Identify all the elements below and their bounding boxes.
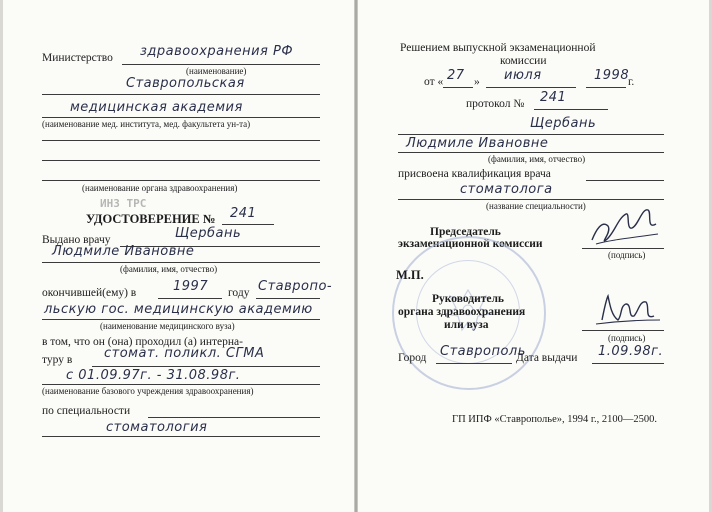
blank-line-3 bbox=[42, 180, 320, 181]
certificate-number: 241 bbox=[230, 206, 257, 221]
fio-caption-right: (фамилия, имя, отчество) bbox=[488, 154, 586, 164]
internship-text-2: туру в bbox=[42, 354, 73, 366]
names-underline bbox=[42, 262, 320, 263]
ministry-value: здравоохранения РФ bbox=[140, 44, 294, 59]
internship-period: с 01.09.97г. - 31.08.98г. bbox=[66, 368, 241, 383]
issue-date-underline bbox=[592, 363, 664, 364]
internship-underline-2 bbox=[42, 384, 320, 385]
internship-place: стомат. поликл. СГМА bbox=[104, 346, 265, 361]
date-month: июля bbox=[504, 68, 542, 83]
institution-line-2: медицинская академия bbox=[70, 100, 243, 115]
issue-date: 1.09.98г. bbox=[598, 344, 664, 359]
day-underline bbox=[443, 87, 473, 88]
org-caption: (наименование органа здравоохранения) bbox=[82, 183, 238, 193]
month-underline bbox=[486, 87, 576, 88]
mp-label: М.П. bbox=[396, 268, 424, 282]
date-from: от « bbox=[424, 76, 444, 88]
given-names-left: Людмиле Ивановне bbox=[52, 244, 195, 259]
school-underline-1 bbox=[256, 298, 320, 299]
fio-caption-left: (фамилия, имя, отчество) bbox=[120, 264, 218, 274]
institution-line-1: Ставропольская bbox=[126, 76, 245, 91]
issued-label: Выдано врачу bbox=[42, 234, 111, 246]
school-underline-2 bbox=[42, 319, 320, 320]
protocol-label: протокол № bbox=[466, 98, 525, 110]
name-caption: (наименование) bbox=[186, 66, 247, 76]
protocol-underline bbox=[534, 109, 608, 110]
graduated-label: окончившей(ему) в bbox=[42, 287, 137, 299]
institution-caption: (наименование мед. института, мед. факультета ун-та) bbox=[42, 119, 251, 129]
year-label: году bbox=[228, 287, 250, 299]
base-caption: (наименование базового учреждения здравоохранения) bbox=[42, 386, 254, 396]
given-names-right: Людмиле Ивановне bbox=[406, 136, 549, 151]
chair-signature bbox=[586, 200, 662, 252]
decision-line-1: Решением выпускной экзаменационной bbox=[400, 42, 596, 54]
date-suffix: г. bbox=[628, 76, 635, 88]
left-edge bbox=[0, 0, 3, 512]
blank-line-1 bbox=[42, 140, 320, 141]
qualification-underline-1 bbox=[586, 180, 664, 181]
internship-text-1: в том, что он (она) проходил (а) интерна- bbox=[42, 336, 243, 348]
issue-label: Дата выдачи bbox=[516, 352, 578, 364]
signature-caption-1: (подпись) bbox=[608, 250, 646, 260]
head-line-1: Руководитель bbox=[432, 293, 504, 305]
ministry-underline bbox=[122, 64, 320, 65]
date-sep: » bbox=[474, 76, 480, 88]
specialty-caption: (название специальности) bbox=[486, 201, 586, 211]
certificate-title: УДОСТОВЕРЕНИЕ № bbox=[86, 212, 216, 226]
chair-line-2: экзаменационной комиссии bbox=[398, 238, 543, 250]
faded-stamp: ИНЗ ТРС bbox=[100, 197, 147, 210]
city-label: Город bbox=[398, 352, 427, 364]
qualification-value: стоматолога bbox=[460, 182, 553, 197]
specialty-value: стоматология bbox=[106, 420, 208, 435]
qualification-label: присвоена квалификация врача bbox=[398, 168, 551, 180]
surname-right-underline bbox=[398, 134, 664, 135]
head-line-2: органа здравоохранения bbox=[398, 306, 526, 318]
chair-line-1: Председатель bbox=[430, 226, 501, 238]
specialty-underline-1 bbox=[148, 417, 320, 418]
printer-imprint: ГП ИПФ «Ставрополье», 1994 г., 2100—2500. bbox=[452, 414, 657, 425]
surname-right: Щербань bbox=[530, 116, 597, 131]
blank-line-2 bbox=[42, 160, 320, 161]
inst-underline-2 bbox=[42, 117, 320, 118]
decision-line-2: комиссии bbox=[500, 55, 547, 67]
names-right-underline bbox=[398, 152, 664, 153]
date-day: 27 bbox=[447, 68, 465, 83]
ministry-label: Министерство bbox=[42, 52, 113, 64]
grad-school-part-1: Ставропо- bbox=[258, 279, 333, 294]
specialty-label: по специальности bbox=[42, 405, 131, 417]
internship-underline-1 bbox=[92, 366, 320, 367]
city-underline bbox=[436, 363, 512, 364]
head-line-3: или вуза bbox=[444, 319, 489, 331]
graduation-year: 1997 bbox=[173, 279, 209, 294]
year-underline-right bbox=[586, 87, 626, 88]
date-year: 1998 bbox=[594, 68, 630, 83]
grad-school-part-2: льскую гос. медицинскую академию bbox=[44, 302, 313, 317]
head-signature bbox=[592, 290, 664, 332]
signature-caption-2: (подпись) bbox=[608, 333, 646, 343]
school-caption: (наименование медицинского вуза) bbox=[100, 321, 235, 331]
cert-number-underline bbox=[222, 224, 274, 225]
surname-left: Щербань bbox=[175, 226, 242, 241]
city-value: Ставрополь bbox=[440, 344, 526, 359]
inst-underline-1 bbox=[42, 94, 320, 95]
specialty-underline-2 bbox=[42, 436, 320, 437]
year-underline bbox=[158, 298, 222, 299]
protocol-number: 241 bbox=[540, 90, 567, 105]
